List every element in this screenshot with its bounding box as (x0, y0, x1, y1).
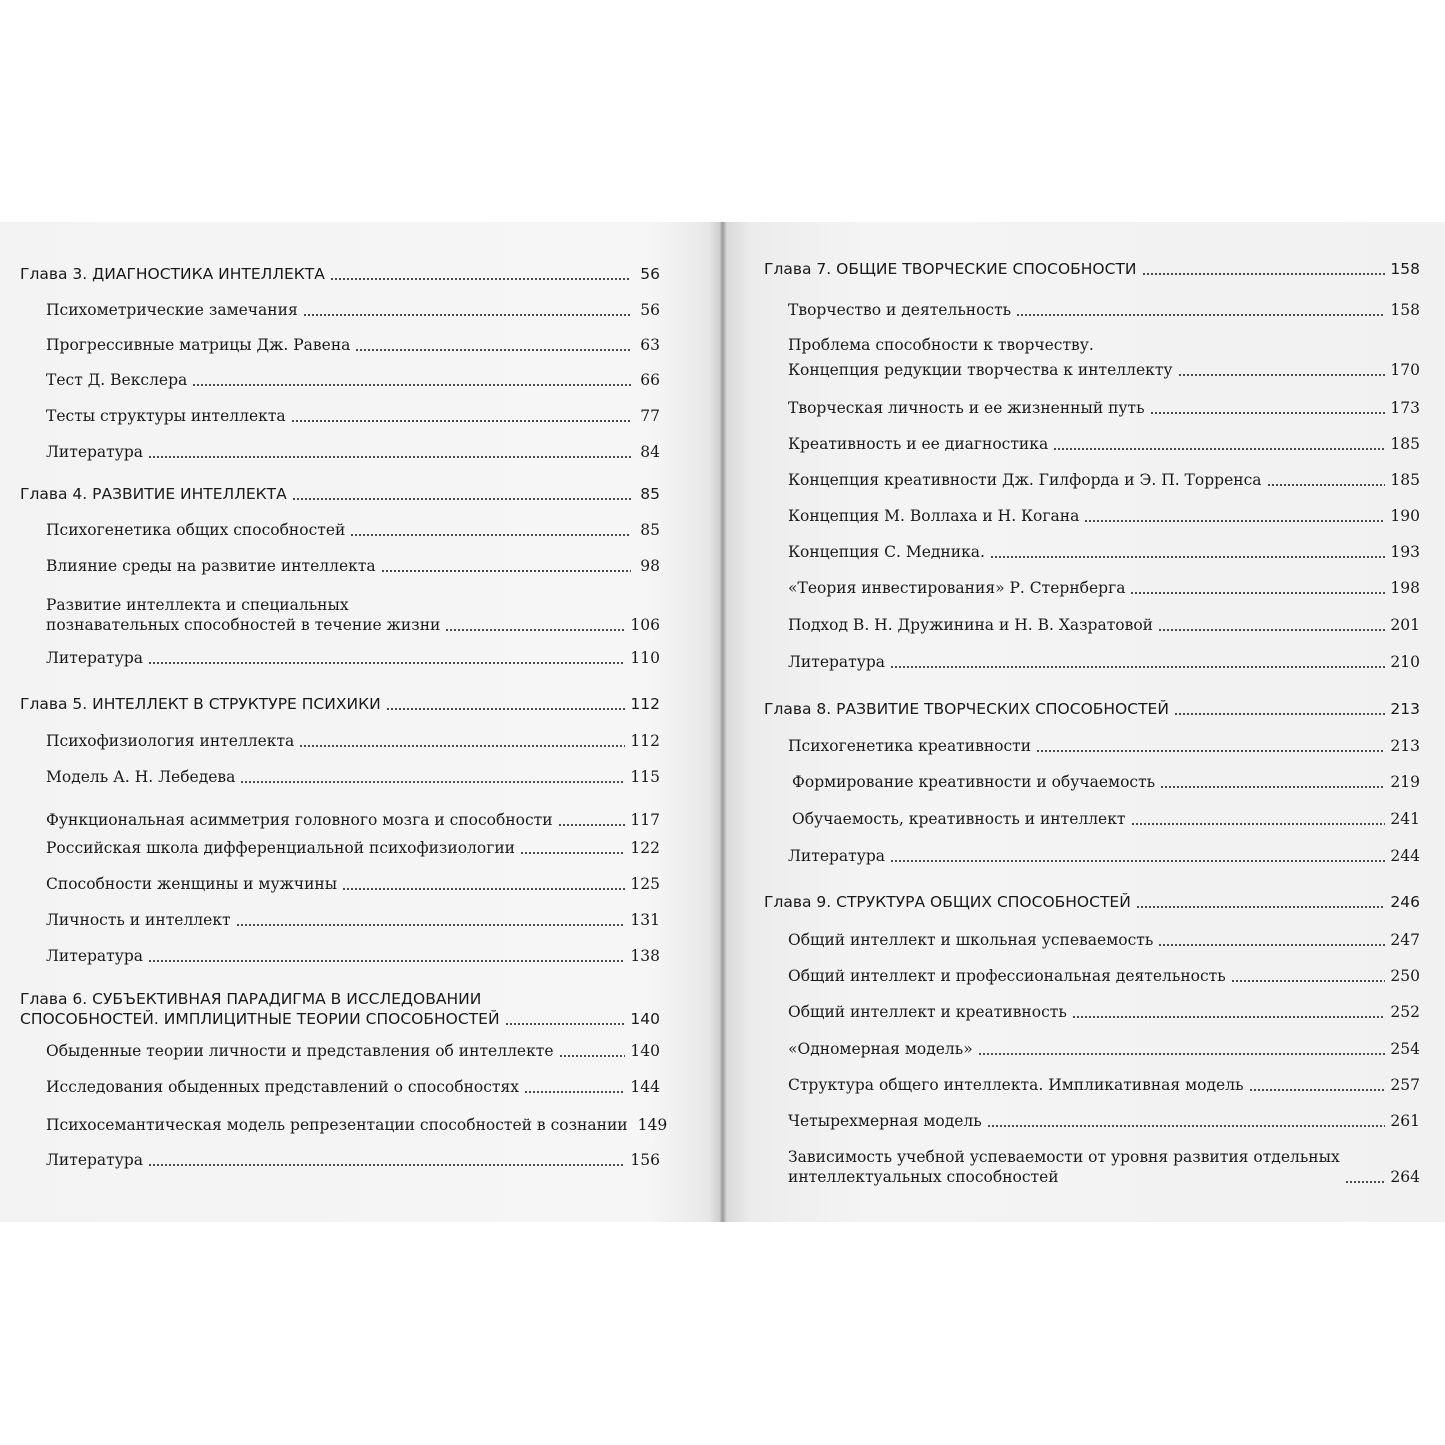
toc-entry-title: Психометрические замечания (46, 301, 298, 319)
toc-page-number: 140 (630, 1010, 660, 1028)
toc-entry-title: Литература (788, 653, 886, 671)
toc-entry-title: Зависимость учебной успеваемости от уровня развития отдельных интеллектуальных способностей (788, 1148, 1340, 1186)
toc-page-number: 185 (1390, 435, 1420, 453)
toc-page-number: 190 (1390, 507, 1420, 525)
toc-page-number: 140 (630, 1042, 660, 1060)
toc-entry-title: Обучаемость, креативность и интеллект (792, 810, 1126, 828)
toc-entry (792, 809, 1420, 829)
book-spread (0, 222, 1445, 1222)
toc-entry (788, 434, 1420, 454)
toc-entry (46, 838, 660, 858)
toc-entry-title: Формирование креативности и обучаемость (792, 773, 1156, 791)
toc-chapter-entry (20, 484, 660, 504)
toc-entry (46, 556, 660, 576)
toc-page-number: 138 (630, 947, 660, 965)
toc-page-number: 244 (1390, 847, 1420, 865)
toc-chapter-entry (764, 259, 1420, 279)
toc-entry (788, 398, 1420, 418)
toc-entry-title: Общий интеллект и профессиональная деятельность (788, 967, 1226, 985)
dot-leader (148, 1164, 625, 1166)
toc-entry-title: Тесты структуры интеллекта (46, 407, 286, 425)
toc-page-number: 112 (630, 732, 660, 750)
dot-leader (558, 824, 626, 826)
toc-entry-title: Подход В. Н. Дружинина и Н. В. Хазратовой (788, 616, 1154, 634)
toc-entry-title: «Теория инвестирования» Р. Стернберга (788, 579, 1126, 597)
toc-page-number: 110 (630, 649, 660, 667)
toc-page-number: 158 (1390, 301, 1420, 319)
toc-page-number: 112 (630, 695, 660, 713)
toc-entry (792, 772, 1420, 792)
toc-entry-title: Психофизиология интеллекта (46, 732, 295, 750)
left-page (0, 222, 714, 1222)
toc-entry (46, 910, 660, 930)
toc-entry (788, 1039, 1420, 1059)
toc-page-number: 213 (1390, 737, 1420, 755)
toc-entry-title: Глава 8. РАЗВИТИЕ ТВОРЧЕСКИХ СПОСОБНОСТЕЙ (764, 700, 1169, 718)
toc-entry (788, 542, 1420, 562)
toc-entry-title: Глава 9. СТРУКТУРА ОБЩИХ СПОСОБНОСТЕЙ (764, 893, 1131, 911)
dot-leader (303, 314, 631, 316)
toc-chapter-entry (20, 989, 660, 1029)
toc-entry-title: Функциональная асимметрия головного мозга и способности (46, 811, 553, 829)
toc-page-number: 131 (630, 911, 660, 929)
dot-leader (1072, 1016, 1386, 1018)
dot-leader (1136, 906, 1386, 908)
toc-entry (788, 506, 1420, 526)
dot-leader (890, 860, 1385, 862)
toc-entry-title: Творческая личность и ее жизненный путь (788, 399, 1145, 417)
toc-entry-title: Концепция креативности Дж. Гилфорда и Э. П. Торренса (788, 471, 1262, 489)
toc-page-number: 241 (1390, 810, 1420, 828)
toc-entry (46, 595, 660, 635)
toc-entry-title: Концепция М. Воллаха и Н. Когана (788, 507, 1080, 525)
dot-leader (1131, 823, 1386, 825)
dot-leader (299, 745, 625, 747)
dot-leader (148, 456, 631, 458)
toc-entry (46, 1077, 660, 1097)
toc-entry (788, 578, 1420, 598)
toc-entry (46, 1150, 660, 1170)
toc-chapter-entry (764, 892, 1420, 912)
toc-page-number: 198 (1390, 579, 1420, 597)
toc-page-number: 125 (630, 875, 660, 893)
toc-page-number: 185 (1390, 471, 1420, 489)
toc-page-number: 56 (640, 265, 660, 283)
toc-page-number: 84 (640, 443, 660, 461)
toc-page-number: 115 (630, 768, 660, 786)
toc-page-number: 261 (1390, 1112, 1420, 1130)
toc-entry (788, 1002, 1420, 1022)
toc-entry-title: Творчество и деятельность (788, 301, 1012, 319)
toc-page-number: 219 (1390, 773, 1420, 791)
toc-entry-title: Литература (46, 649, 144, 667)
toc-entry-title: Креативность и ее диагностика (788, 435, 1049, 453)
toc-page-number: 98 (640, 557, 660, 575)
toc-entry-title: Обыденные теории личности и представления об интеллекте (46, 1042, 554, 1060)
dot-leader (291, 420, 631, 422)
toc-entry (788, 360, 1420, 380)
toc-entry-title: Психогенетика общих способностей (46, 521, 346, 539)
dot-leader (350, 534, 631, 536)
dot-leader (240, 781, 625, 783)
toc-entry-title: Исследования обыденных представлений о способностях (46, 1078, 520, 1096)
dot-leader (524, 1091, 625, 1093)
toc-entry (788, 1111, 1420, 1131)
toc-chapter-entry (20, 264, 660, 284)
toc-page-number: 85 (640, 485, 660, 503)
toc-entry-title: Концепция С. Медника. (788, 543, 985, 561)
dot-leader (1160, 786, 1385, 788)
dot-leader (355, 349, 631, 351)
toc-entry (46, 442, 660, 462)
toc-entry-title: «Одномерная модель» (788, 1040, 973, 1058)
toc-page-number: 173 (1390, 399, 1420, 417)
dot-leader (559, 1055, 626, 1057)
toc-entry (46, 946, 660, 966)
toc-page-number: 246 (1390, 893, 1420, 911)
toc-page-number: 85 (640, 521, 660, 539)
dot-leader (148, 960, 625, 962)
toc-page-number: 247 (1390, 931, 1420, 949)
dot-leader (330, 278, 631, 280)
toc-entry-title: Личность и интеллект (46, 911, 231, 929)
toc-page-number: 149 (637, 1116, 668, 1134)
toc-entry-title: Структура общего интеллекта. Импликативная модель (788, 1076, 1244, 1094)
toc-entry-title: Прогрессивные матрицы Дж. Равена (46, 336, 351, 354)
dot-leader (505, 1023, 626, 1025)
toc-page-number: 117 (630, 811, 660, 829)
dot-leader (987, 1125, 1386, 1127)
dot-leader (990, 556, 1385, 558)
toc-page-number: 66 (640, 371, 660, 389)
toc-entry-title: Глава 3. ДИАГНОСТИКА ИНТЕЛЛЕКТА (20, 265, 325, 283)
dot-leader (236, 924, 626, 926)
toc-entry-title: Глава 5. ИНТЕЛЛЕКТ В СТРУКТУРЕ ПСИХИКИ (20, 695, 381, 713)
toc-entry (788, 930, 1420, 950)
dot-leader (1231, 980, 1386, 982)
toc-entry (46, 335, 660, 355)
toc-entry (46, 648, 660, 668)
dot-leader (381, 570, 631, 572)
dot-leader (1130, 592, 1385, 594)
toc-page-number: 201 (1390, 616, 1420, 634)
toc-entry (788, 300, 1420, 320)
toc-entry-title: Влияние среды на развитие интеллекта (46, 557, 376, 575)
toc-entry (788, 966, 1420, 986)
toc-page-number: 106 (630, 616, 660, 634)
toc-page-number: 122 (630, 839, 660, 857)
toc-entry (46, 300, 660, 320)
dot-leader (292, 498, 631, 500)
toc-entry-title: Развитие интеллекта и специальных познавательных способностей в течение жизни (46, 596, 441, 634)
toc-entry-title: Четырехмерная модель (788, 1112, 982, 1130)
dot-leader (978, 1053, 1386, 1055)
toc-entry-title: Литература (46, 947, 144, 965)
toc-page-number: 193 (1390, 543, 1420, 561)
toc-entry (46, 520, 660, 540)
toc-entry (46, 810, 660, 830)
toc-entry-title: Литература (788, 847, 886, 865)
toc-chapter-entry (764, 699, 1420, 719)
toc-page-number: 63 (640, 336, 660, 354)
dot-leader (148, 662, 625, 664)
toc-page-number: 156 (630, 1151, 660, 1169)
toc-entry (46, 406, 660, 426)
dot-leader (1150, 412, 1386, 414)
toc-entry-title: Проблема способности к творчеству. (788, 336, 1094, 354)
toc-entry-title: Литература (46, 1151, 144, 1169)
toc-page-number: 252 (1390, 1003, 1420, 1021)
toc-page-number: 170 (1390, 361, 1420, 379)
toc-entry (46, 767, 660, 787)
dot-leader (1249, 1089, 1386, 1091)
dot-leader (1178, 374, 1386, 376)
toc-page-number: 213 (1390, 700, 1420, 718)
dot-leader (1158, 944, 1385, 946)
toc-page-number: 158 (1390, 260, 1420, 278)
toc-entry-title: Модель А. Н. Лебедева (46, 768, 236, 786)
dot-leader (520, 852, 625, 854)
toc-entry-title: Концепция редукции творчества к интеллекту (788, 361, 1173, 379)
toc-page-number: 257 (1390, 1076, 1420, 1094)
toc-page-number: 56 (640, 301, 660, 319)
toc-chapter-entry (20, 694, 660, 714)
dot-leader (386, 708, 626, 710)
toc-entry (46, 1041, 660, 1061)
toc-entry-title: Глава 4. РАЗВИТИЕ ИНТЕЛЛЕКТА (20, 485, 287, 503)
toc-entry (788, 335, 1420, 355)
toc-entry (46, 370, 660, 390)
dot-leader (445, 629, 625, 631)
dot-leader (1084, 520, 1385, 522)
dot-leader (1016, 314, 1385, 316)
toc-entry-title: Общий интеллект и школьная успеваемость (788, 931, 1154, 949)
toc-entry (788, 652, 1420, 672)
dot-leader (192, 384, 631, 386)
dot-leader (1142, 273, 1386, 275)
toc-entry-title: Общий интеллект и креативность (788, 1003, 1067, 1021)
toc-entry-title: Психогенетика креативности (788, 737, 1032, 755)
toc-page-number: 210 (1390, 653, 1420, 671)
dot-leader (1036, 750, 1385, 752)
toc-entry (788, 736, 1420, 756)
toc-entry-title: Психосемантическая модель репрезентации способностей в сознании (46, 1116, 628, 1134)
dot-leader (1053, 448, 1385, 450)
toc-page-number: 254 (1390, 1040, 1420, 1058)
toc-page-number: 250 (1390, 967, 1420, 985)
toc-entry (788, 1075, 1420, 1095)
toc-page-number: 264 (1390, 1168, 1420, 1186)
right-page (722, 222, 1445, 1222)
toc-entry (788, 846, 1420, 866)
toc-page-number: 144 (630, 1078, 660, 1096)
toc-entry (46, 731, 660, 751)
toc-entry (788, 615, 1420, 635)
toc-entry-title: Глава 7. ОБЩИЕ ТВОРЧЕСКИЕ СПОСОБНОСТИ (764, 260, 1137, 278)
dot-leader (1345, 1181, 1386, 1183)
toc-entry (46, 1115, 668, 1135)
toc-entry (788, 470, 1420, 490)
dot-leader (890, 666, 1385, 668)
toc-entry (46, 874, 660, 894)
dot-leader (1158, 629, 1385, 631)
toc-entry-title: Российская школа дифференциальной психофизиологии (46, 839, 515, 857)
toc-entry-title: Глава 6. СУБЪЕКТИВНАЯ ПАРАДИГМА В ИССЛЕДОВАНИИ СПОСОБНОСТЕЙ. ИМПЛИЦИТНЫЕ ТЕОРИИ СПОСОБНОСТЕЙ (20, 990, 500, 1028)
toc-entry-title: Тест Д. Векслера (46, 371, 188, 389)
dot-leader (1267, 484, 1386, 486)
toc-page-number: 77 (640, 407, 660, 425)
dot-leader (342, 888, 625, 890)
toc-entry-title: Литература (46, 443, 144, 461)
dot-leader (1174, 713, 1385, 715)
toc-entry-title: Способности женщины и мужчины (46, 875, 338, 893)
toc-entry (788, 1147, 1420, 1187)
